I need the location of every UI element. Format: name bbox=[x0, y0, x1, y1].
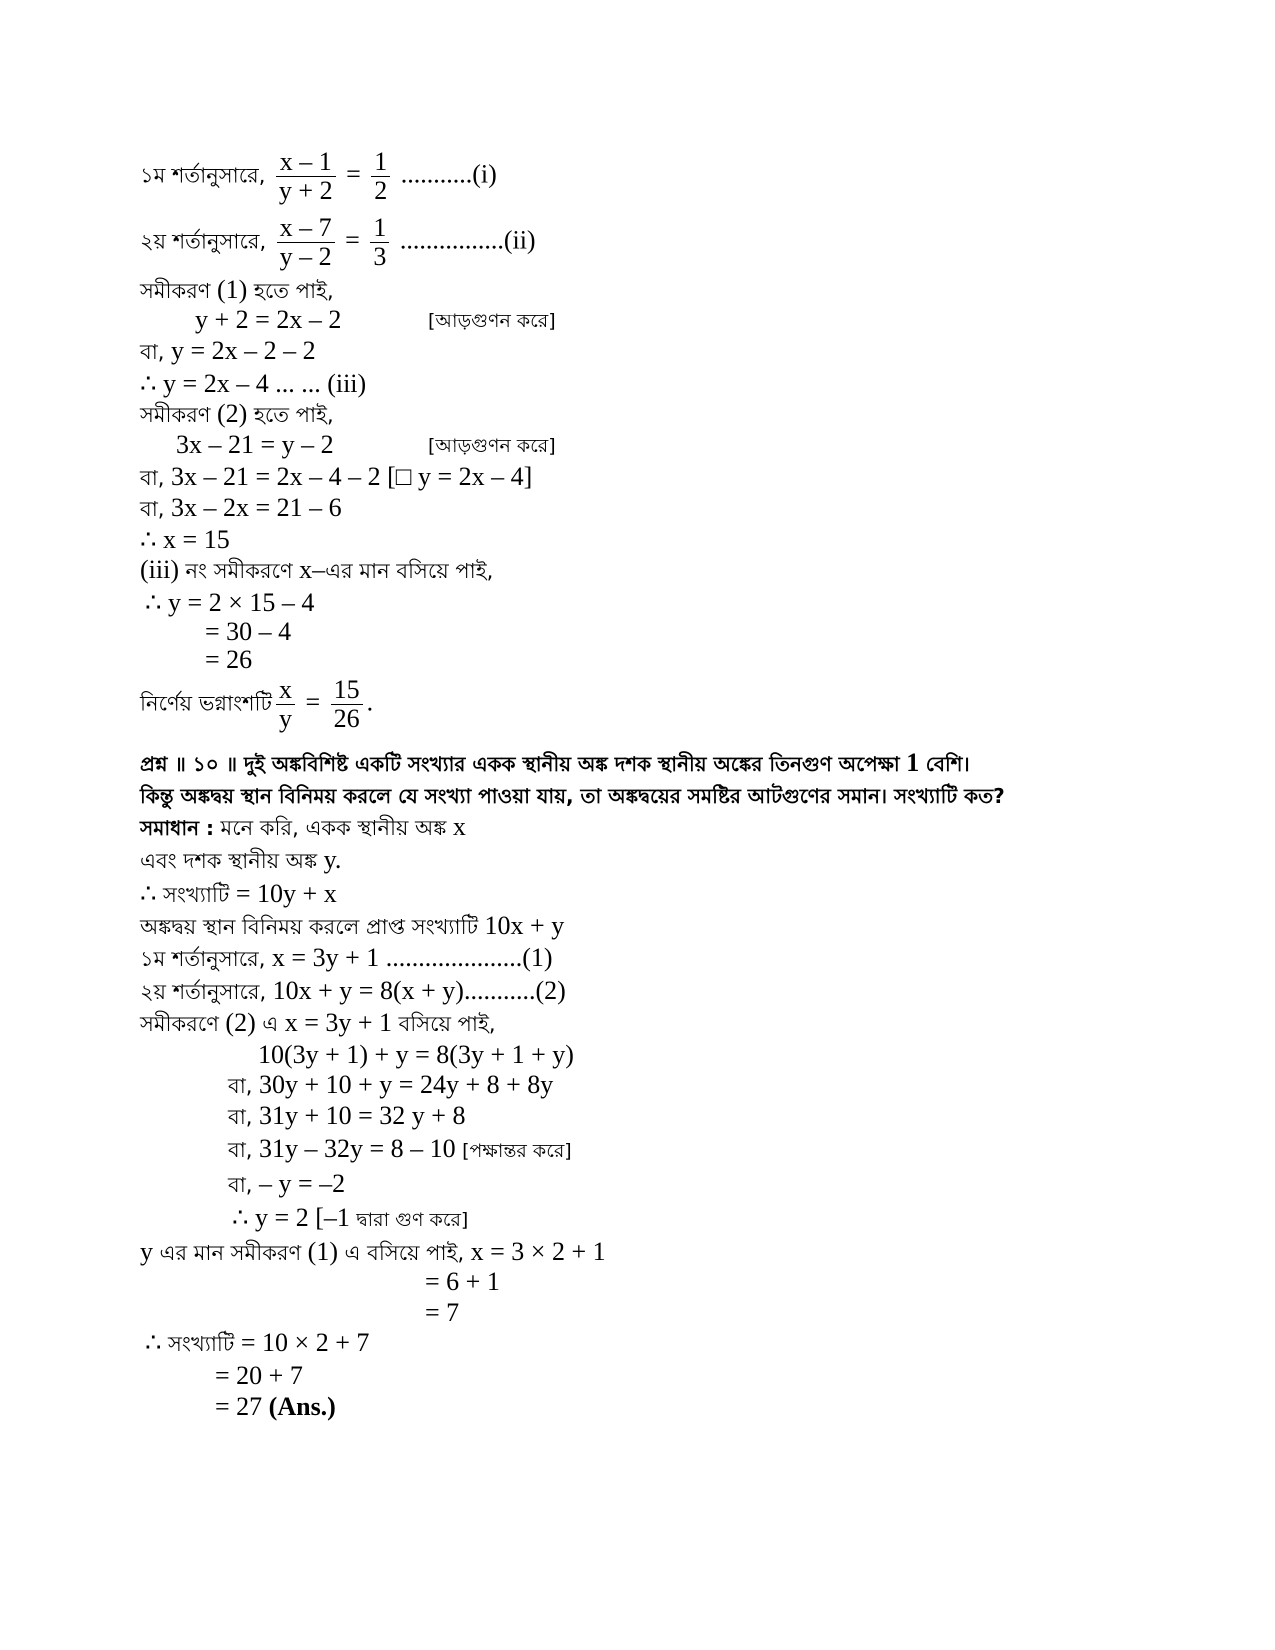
step-line: বা, – y = –2 bbox=[228, 1169, 346, 1198]
fraction: $\frac{1}{2}$ bbox=[371, 148, 390, 205]
result-fraction: নির্ণেয় ভগ্নাংশটি $\frac{x}{y}$ = $\frac{15}{26}$ . bbox=[140, 675, 374, 733]
step-line: = 6 + 1 bbox=[425, 1267, 500, 1296]
side-note: [আড়গুণন করে] bbox=[428, 310, 556, 332]
cross-multiply-2: 3x – 21 = y – 2 bbox=[176, 430, 334, 459]
substitute-into-2: সমীকরণে (2) এ x = 3y + 1 বসিয়ে পাই, bbox=[140, 1008, 496, 1037]
step-line: = 30 – 4 bbox=[205, 617, 292, 646]
number-expression: ∴ সংখ্যাটি = 10y + x bbox=[140, 879, 337, 908]
question-10-line-2: কিন্তু অঙ্কদ্বয় স্থান বিনিময় করলে যে সংখ্যা পাওয়া যায়, তা অঙ্কদ্বয়ের সমষ্টির আটগুণের সমান। সংখ্যাটি কত? bbox=[140, 784, 1005, 808]
side-note: [আড়গুণন করে] bbox=[428, 435, 556, 457]
step-line: = 20 + 7 bbox=[215, 1361, 303, 1390]
cross-multiply-1: y + 2 = 2x – 2 bbox=[195, 305, 342, 334]
equation-i: ১ম শর্তানুসারে, $\frac{x - 1}{y + 2}$ = $\frac{1}{2}$ ...........(i) bbox=[140, 147, 497, 205]
condition-label: ১ম শর্তানুসারে, bbox=[140, 163, 266, 188]
fraction: $\frac{x}{y}$ bbox=[276, 676, 295, 733]
condition-1: ১ম শর্তানুসারে, x = 3y + 1 .....................(1) bbox=[140, 943, 553, 972]
question-10-line-1: প্রশ্ন ॥ ১০ ॥ দুই অঙ্কবিশিষ্ট একটি সংখ্যার একক স্থানীয় অঙ্ক দশক স্থানীয় অঙ্কের তিনগুণ অপেক্ষা 1 বেশি। bbox=[140, 748, 970, 777]
condition-label: ২য় শর্তানুসারে, bbox=[140, 229, 267, 254]
substitute-y: y এর মান সমীকরণ (1) এ বসিয়ে পাই, x = 3 × 2 + 1 bbox=[140, 1237, 606, 1266]
fraction: $\frac{x - 7}{y - 2}$ bbox=[277, 214, 335, 271]
fraction: $\frac{1}{3}$ bbox=[370, 214, 389, 271]
step-line: ∴ y = 2x – 4 ... ... (iii) bbox=[140, 369, 367, 398]
swapped-number: অঙ্কদ্বয় স্থান বিনিময় করলে প্রাপ্ত সংখ্যাটি 10x + y bbox=[140, 911, 565, 940]
condition-2: ২য় শর্তানুসারে, 10x + y = 8(x + y)...........(2) bbox=[140, 976, 566, 1005]
answer-expression: ∴ সংখ্যাটি = 10 × 2 + 7 bbox=[145, 1328, 370, 1357]
step-line: ∴ y = 2 [–1 দ্বারা গুণ করে] bbox=[232, 1203, 469, 1232]
from-equation-1: সমীকরণ (1) হতে পাই, bbox=[140, 275, 334, 304]
step-line: বা, 30y + 10 + y = 24y + 8 + 8y bbox=[228, 1070, 554, 1099]
step-line: বা, 3x – 2x = 21 – 6 bbox=[140, 493, 342, 522]
step-line: বা, 31y – 32y = 8 – 10 [পক্ষান্তর করে] bbox=[228, 1134, 572, 1163]
solution-intro: সমাধান : মনে করি, একক স্থানীয় অঙ্ক x bbox=[140, 812, 466, 841]
final-answer: = 27 (Ans.) bbox=[215, 1392, 336, 1421]
fraction: $\frac{15}{26}$ bbox=[331, 676, 363, 733]
substitution-line: (iii) নং সমীকরণে x–এর মান বসিয়ে পাই, bbox=[140, 555, 494, 584]
step-line: ∴ y = 2 × 15 – 4 bbox=[145, 588, 315, 617]
step-line: বা, y = 2x – 2 – 2 bbox=[140, 336, 316, 365]
fraction: $\frac{x - 1}{y + 2}$ bbox=[276, 148, 336, 205]
solution-intro-2: এবং দশক স্থানীয় অঙ্ক y. bbox=[140, 845, 342, 874]
step-line: বা, 31y + 10 = 32 y + 8 bbox=[228, 1101, 466, 1130]
equation-ii: ২য় শর্তানুসারে, $\frac{x - 7}{y - 2}$ = $\frac{1}{3}$ ................(ii) bbox=[140, 213, 536, 271]
step-line: 10(3y + 1) + y = 8(3y + 1 + y) bbox=[258, 1040, 574, 1069]
step-line: বা, 3x – 21 = 2x – 4 – 2 [□ y = 2x – 4] bbox=[140, 462, 533, 491]
step-line: = 7 bbox=[425, 1298, 460, 1327]
step-line: = 26 bbox=[205, 645, 253, 674]
step-line: ∴ x = 15 bbox=[140, 525, 230, 554]
from-equation-2: সমীকরণ (2) হতে পাই, bbox=[140, 399, 334, 428]
